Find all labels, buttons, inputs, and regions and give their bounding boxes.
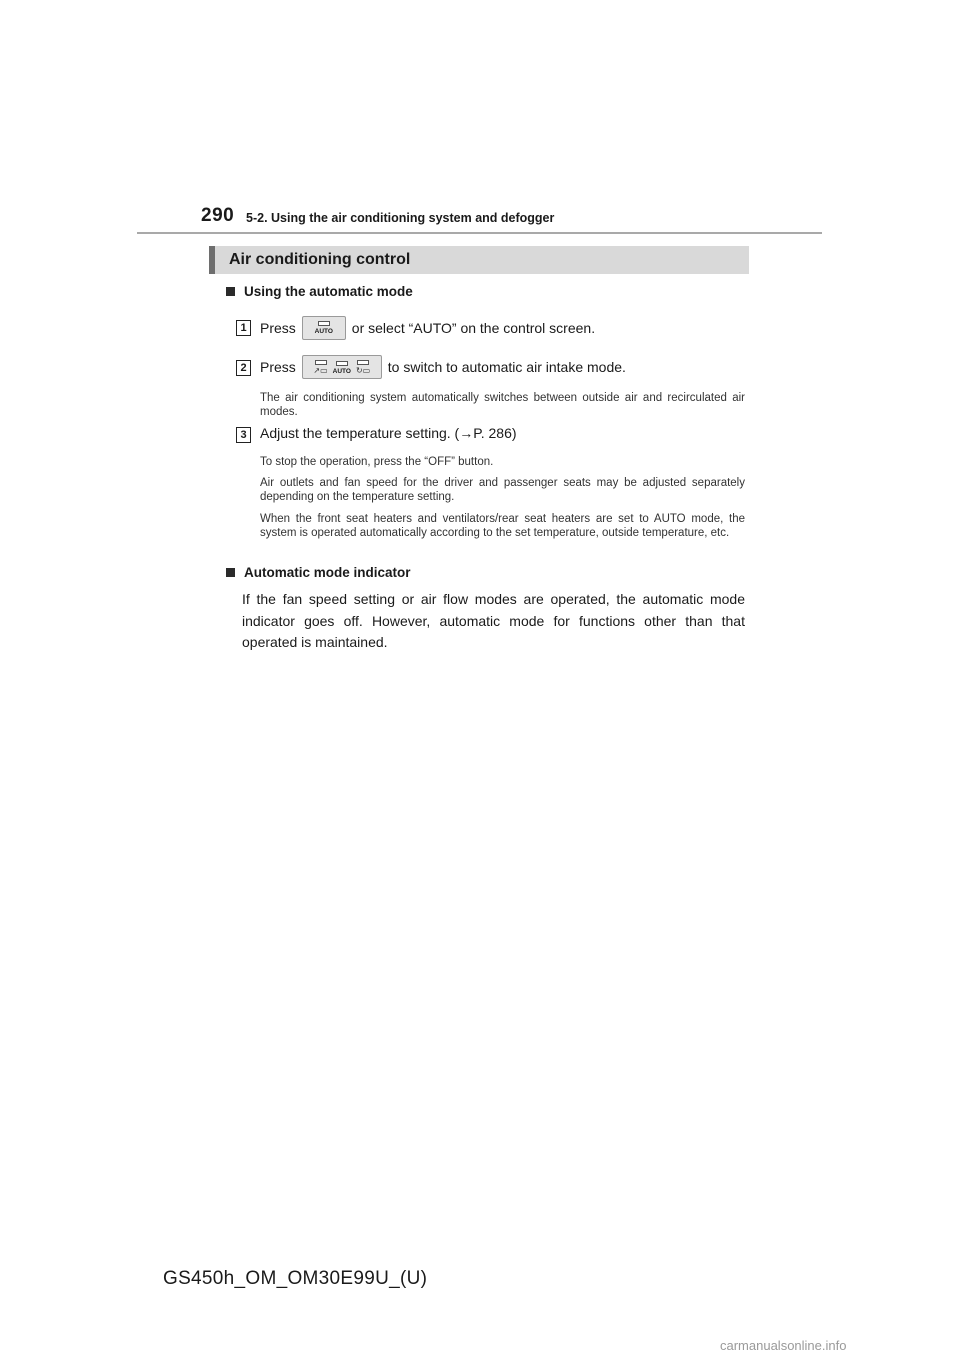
step-1-before: Press [260, 320, 296, 336]
step-1-after: or select “AUTO” on the control screen. [351, 320, 596, 336]
indicator-lamp-icon [315, 360, 327, 365]
step-3-note-3: When the front seat heaters and ventilators/rear seat heaters are set to AUTO mode, the system is operated automatically according to the set temperature, outside temperature, etc. [260, 513, 745, 539]
step-2 [260, 355, 626, 379]
step-number-3: 3 [236, 427, 251, 443]
section-heading-bar [209, 246, 749, 274]
subheading-indicator-text: Automatic mode indicator [244, 565, 411, 580]
section-title: Air conditioning control [229, 251, 411, 268]
intake-auto-label: AUTO [332, 367, 351, 375]
indicator-lamp-icon [357, 360, 369, 365]
step-3-text: Adjust the temperature setting. (→P. 286) [260, 425, 517, 441]
page-number: 290 [201, 205, 235, 226]
auto-button-label: AUTO [314, 328, 333, 335]
car-recirculate-icon: ↻▭ [355, 365, 371, 375]
step-3-note-2: Air outlets and fan speed for the driver and passenger seats may be adjusted separately depending on the temperature setting. [260, 477, 745, 503]
step-number-1: 1 [236, 320, 251, 336]
subheading-auto-mode [226, 284, 413, 299]
square-bullet-icon [226, 568, 235, 577]
indicator-body-paragraph: If the fan speed setting or air flow modes are operated, the automatic mode indicator goes off. However, automatic mode for functions other than that operated is maintained. [242, 591, 745, 650]
document-code-footer: GS450h_OM_OM30E99U_(U) [163, 1268, 428, 1289]
step-2-before: Press [260, 359, 296, 375]
subheading-auto-mode-text: Using the automatic mode [244, 284, 413, 299]
watermark: carmanualsonline.info [720, 1338, 847, 1353]
auto-button-icon [302, 316, 346, 340]
square-bullet-icon [226, 287, 235, 296]
step-number-2: 2 [236, 360, 251, 376]
car-outside-air-icon: ↗▭ [313, 365, 328, 375]
air-intake-auto-button-icon [302, 355, 382, 379]
step-3-note-1: To stop the operation, press the “OFF” button. [260, 456, 494, 468]
indicator-lamp-icon [336, 361, 348, 366]
header-rule [137, 232, 822, 234]
indicator-lamp-icon [318, 321, 330, 326]
step-2-after: to switch to automatic air intake mode. [387, 359, 626, 375]
step-1 [260, 316, 595, 340]
subheading-indicator [226, 565, 411, 580]
running-header: 5-2. Using the air conditioning system and defogger [246, 211, 555, 225]
step-2-note: The air conditioning system automatically switches between outside air and recirculated air modes. [260, 392, 745, 418]
